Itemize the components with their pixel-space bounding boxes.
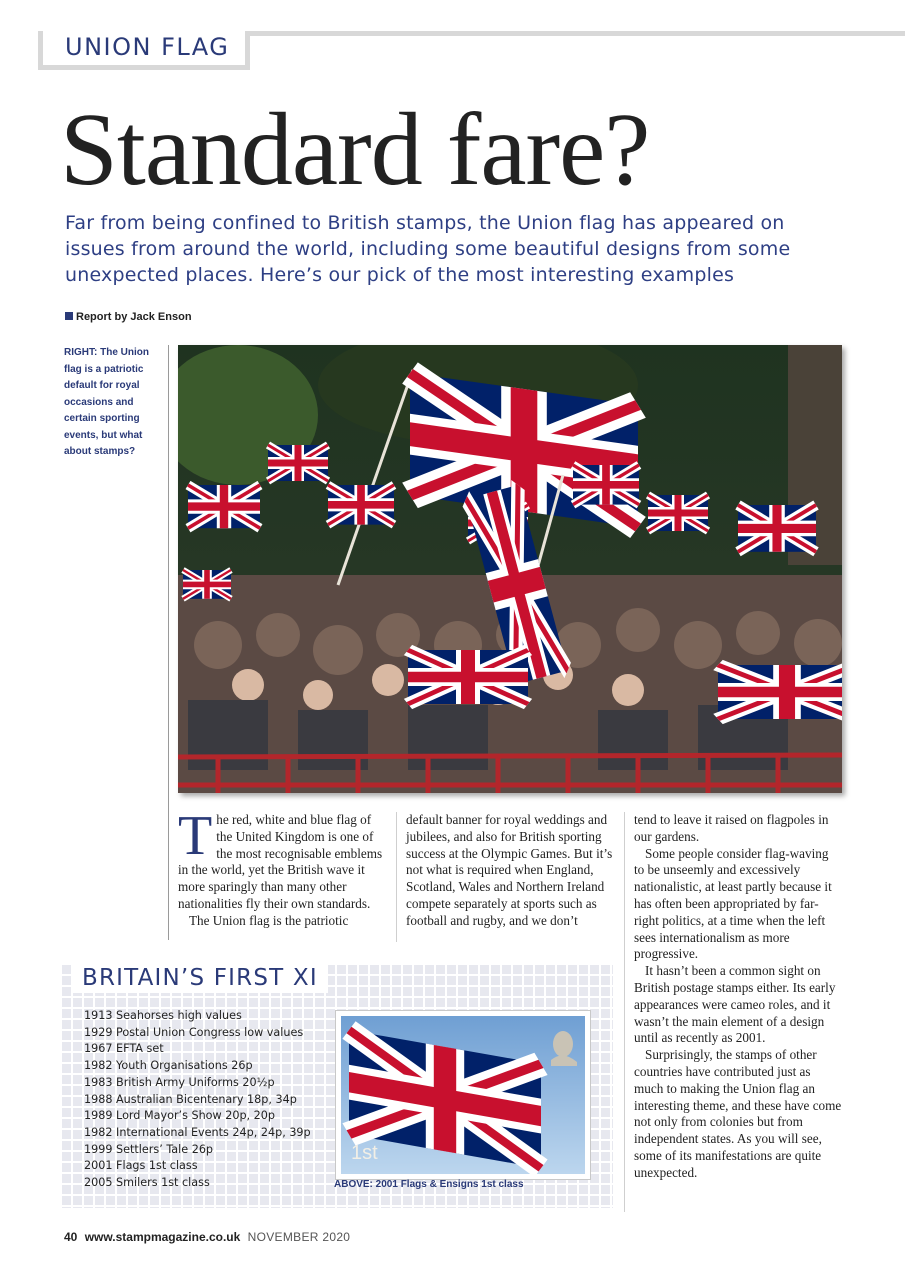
site-url: www.stampmagazine.co.uk xyxy=(84,1230,241,1244)
paragraph: The Union flag is the patriotic xyxy=(189,912,349,928)
list-item: 2005 Smilers 1st class xyxy=(84,1176,210,1190)
stamp-design xyxy=(341,1016,585,1174)
byline-square-icon xyxy=(65,312,73,320)
paragraph: he red, white and blue flag of the United Kingdom is one of the most recognisable emblems in the world, yet the British wave it more sparingly than many other nationalities fly their own standards. xyxy=(178,812,383,911)
list-item: 1983 British Army Uniforms 20½p xyxy=(84,1075,275,1089)
photo-caption: RIGHT: The Union flag is a patriotic default for royal occasions and certain sporting events, but what about stamps? xyxy=(64,347,149,457)
list-item: 1988 Australian Bicentenary 18p, 34p xyxy=(84,1092,297,1106)
flag-stamp xyxy=(336,1011,590,1179)
list-item: 1913 Seahorses high values xyxy=(84,1009,242,1022)
paragraph: default banner for royal weddings and jubilees, and also for British sporting success at the Olympic Games. But it’s not what is required when England, Scotland, Wales and Northern Ireland compete separately at sports such as football and rugby, and we don’t xyxy=(406,812,613,928)
article-column-3 xyxy=(634,812,842,1182)
page-footer xyxy=(64,1230,350,1244)
column-rule xyxy=(624,812,625,1212)
column-rule xyxy=(396,812,397,942)
article-column-1 xyxy=(178,805,386,930)
byline xyxy=(65,311,192,323)
first-xi-panel xyxy=(60,963,613,1208)
page-number: 40 xyxy=(64,1230,78,1244)
issue-date: NOVEMBER 2020 xyxy=(247,1230,351,1244)
list-item: 1989 Lord Mayor’s Show 20p, 20p xyxy=(84,1109,276,1123)
stamp-value: 1st xyxy=(351,1142,378,1164)
section-label: UNION FLAG xyxy=(65,33,230,61)
article-column-2 xyxy=(406,812,614,930)
list-item: 1929 Postal Union Congress low values xyxy=(84,1025,304,1039)
top-rule xyxy=(245,31,905,36)
headline: Standard fare? xyxy=(60,92,650,207)
drop-cap: T xyxy=(178,805,213,867)
section-tab xyxy=(38,31,250,70)
standfirst: Far from being confined to British stamps, the Union flag has appeared on issues from around the world, including some beautiful designs from some unexpected places. Here’s our pick of the most interesting examples xyxy=(65,212,791,286)
queen-head-icon xyxy=(551,1031,577,1066)
stamp-caption: ABOVE: 2001 Flags & Ensigns 1st class xyxy=(334,1179,524,1190)
byline-text: Report by Jack Enson xyxy=(76,311,192,323)
list-item: 1999 Settlers’ Tale 26p xyxy=(84,1142,214,1156)
paragraph: Some people consider flag-waving to be unseemly and excessively nationalistic, at least partly because it has often been appropriated by far-right politics, at a time when the left sees internationalism as more progressive. xyxy=(634,845,832,962)
crowd-illustration xyxy=(178,345,842,793)
list-item: 1982 International Events 24p, 24p, 39p xyxy=(84,1125,311,1139)
paragraph: Surprisingly, the stamps of other countries have contributed just as much to making the Union flag an interesting theme, and these have come not only from colonies but from independent states. As you will see, some of its manifestations are quite unexpected. xyxy=(634,1047,842,1180)
paragraph: tend to leave it raised on flagpoles in our gardens. xyxy=(634,812,829,844)
list-item: 2001 Flags 1st class xyxy=(84,1159,198,1173)
list-item: 1967 EFTA set xyxy=(84,1042,164,1056)
panel-title: BRITAIN’S FIRST XI xyxy=(72,963,328,993)
caption-rule xyxy=(168,345,169,940)
crowd-photo xyxy=(178,345,842,793)
list-item: 1982 Youth Organisations 26p xyxy=(84,1059,253,1073)
paragraph: It hasn’t been a common sight on British postage stamps either. Its early appearances were cameo roles, and it wasn’t the main element of a design until as recently as 2001. xyxy=(634,963,836,1046)
issue-list xyxy=(84,1008,311,1192)
